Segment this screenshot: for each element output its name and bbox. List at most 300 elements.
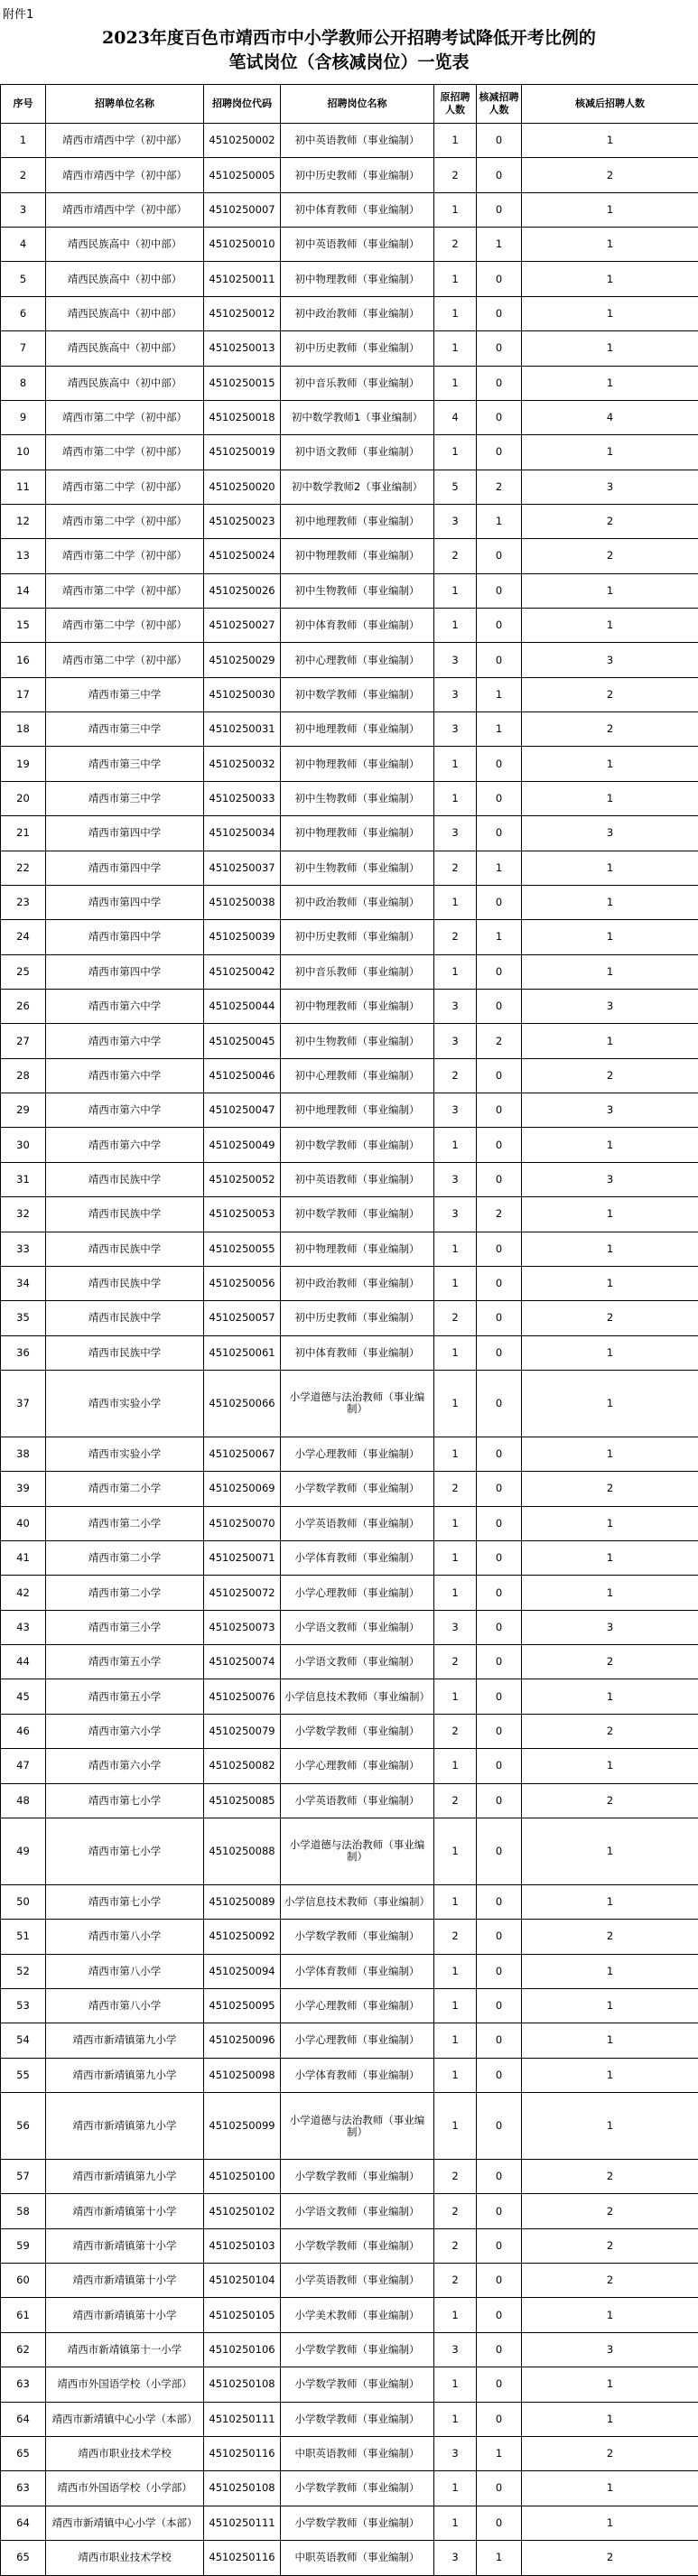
cell-serial-no: 29 [1,1093,46,1128]
cell-serial-no: 58 [1,2194,46,2228]
cell-reduced-count: 0 [477,1472,522,1506]
cell-post-code: 4510250029 [204,643,281,677]
cell-final-count: 1 [522,2402,698,2436]
cell-unit-name: 靖西市新靖镇中心小学（本部） [46,2506,204,2540]
table-row [1,1714,698,1748]
cell-final-count: 1 [522,2058,698,2092]
cell-original-count: 1 [434,1818,477,1884]
cell-post-code: 4510250057 [204,1301,281,1335]
cell-original-count: 1 [434,1884,477,1919]
cell-serial-no: 16 [1,643,46,677]
cell-original-count: 2 [434,1783,477,1818]
cell-post-code: 4510250099 [204,2093,281,2160]
table-row [1,1576,698,1610]
cell-final-count: 1 [522,1370,698,1437]
cell-unit-name: 靖西市民族中学 [46,1335,204,1370]
header-post-name: 招聘岗位名称 [281,85,434,124]
table-row [1,2402,698,2436]
cell-reduced-count: 0 [477,1818,522,1884]
cell-post-name: 小学体育教师（事业编制） [281,1541,434,1576]
cell-unit-name: 靖西市第二中学（初中部） [46,435,204,470]
cell-original-count: 1 [434,954,477,989]
cell-serial-no: 20 [1,781,46,815]
cell-unit-name: 靖西市第四中学 [46,954,204,989]
cell-serial-no: 57 [1,2160,46,2194]
cell-original-count: 1 [434,573,477,608]
cell-serial-no: 47 [1,1749,46,1783]
cell-original-count: 1 [434,2093,477,2160]
cell-post-name: 小学语文教师（事业编制） [281,2194,434,2228]
cell-final-count: 2 [522,158,698,192]
cell-unit-name: 靖西市第二小学 [46,1472,204,1506]
cell-post-name: 小学道德与法治教师（事业编制） [281,2093,434,2160]
cell-serial-no: 13 [1,539,46,573]
cell-post-name: 小学心理教师（事业编制） [281,1988,434,2023]
header-final-count: 核减后招聘人数 [522,85,698,124]
cell-unit-name: 靖西市第四中学 [46,920,204,954]
cell-original-count: 1 [434,1335,477,1370]
cell-post-name: 初中数学教师1（事业编制） [281,400,434,434]
cell-unit-name: 靖西市第二小学 [46,1541,204,1576]
table-row [1,1645,698,1679]
cell-reduced-count: 0 [477,1301,522,1335]
cell-final-count: 1 [522,1576,698,1610]
table-row [1,539,698,573]
cell-reduced-count: 0 [477,1954,522,1988]
table-row [1,609,698,643]
cell-post-code: 4510250079 [204,1714,281,1748]
cell-post-name: 小学数学教师（事业编制） [281,2228,434,2263]
cell-final-count: 2 [522,712,698,747]
cell-post-code: 4510250047 [204,1093,281,1128]
cell-unit-name: 靖西民族高中（初中部） [46,366,204,400]
cell-unit-name: 靖西市第四中学 [46,885,204,919]
table-row [1,954,698,989]
cell-serial-no: 59 [1,2228,46,2263]
table-row [1,1197,698,1232]
cell-reduced-count: 0 [477,954,522,989]
cell-serial-no: 49 [1,1818,46,1884]
cell-post-code: 4510250066 [204,1370,281,1437]
cell-unit-name: 靖西市新靖镇中心小学（本部） [46,2402,204,2436]
cell-final-count: 4 [522,400,698,434]
cell-serial-no: 35 [1,1301,46,1335]
cell-original-count: 1 [434,781,477,815]
cell-post-name: 初中数学教师2（事业编制） [281,470,434,504]
cell-reduced-count: 1 [477,712,522,747]
table-row [1,2264,698,2298]
cell-unit-name: 靖西市第七小学 [46,1884,204,1919]
cell-post-code: 4510250055 [204,1232,281,1266]
header-reduced-count: 核减招聘人数 [477,85,522,124]
cell-post-code: 4510250116 [204,2540,281,2575]
table-row [1,124,698,158]
cell-reduced-count: 0 [477,331,522,366]
cell-post-code: 4510250089 [204,1884,281,1919]
cell-original-count: 3 [434,2540,477,2575]
cell-post-name: 小学数学教师（事业编制） [281,1714,434,1748]
cell-reduced-count: 0 [477,816,522,851]
cell-post-name: 小学信息技术教师（事业编制） [281,1884,434,1919]
cell-post-code: 4510250108 [204,2471,281,2506]
cell-post-code: 4510250038 [204,885,281,919]
cell-unit-name: 靖西市新靖镇第九小学 [46,2093,204,2160]
table-row [1,2160,698,2194]
cell-final-count: 3 [522,1162,698,1196]
cell-reduced-count: 0 [477,885,522,919]
table-row [1,192,698,227]
cell-final-count: 1 [522,1679,698,1714]
cell-serial-no: 34 [1,1266,46,1300]
cell-final-count: 2 [522,1645,698,1679]
cell-unit-name: 靖西民族高中（初中部） [46,262,204,296]
cell-post-code: 4510250098 [204,2058,281,2092]
cell-post-name: 初中历史教师（事业编制） [281,331,434,366]
cell-reduced-count: 0 [477,2264,522,2298]
cell-post-code: 4510250052 [204,1162,281,1196]
cell-post-code: 4510250046 [204,1058,281,1093]
cell-post-code: 4510250039 [204,920,281,954]
cell-original-count: 1 [434,262,477,296]
cell-post-name: 中职英语教师（事业编制） [281,2540,434,2575]
cell-reduced-count: 0 [477,1335,522,1370]
cell-post-code: 4510250045 [204,1024,281,1058]
cell-post-name: 小学语文教师（事业编制） [281,1610,434,1644]
cell-post-name: 中职英语教师（事业编制） [281,2436,434,2470]
cell-post-code: 4510250053 [204,1197,281,1232]
cell-final-count: 1 [522,1506,698,1540]
cell-post-name: 初中体育教师（事业编制） [281,609,434,643]
cell-reduced-count: 0 [477,366,522,400]
cell-unit-name: 靖西市第二中学（初中部） [46,400,204,434]
cell-reduced-count: 0 [477,539,522,573]
cell-original-count: 1 [434,609,477,643]
cell-original-count: 2 [434,2228,477,2263]
cell-final-count: 2 [522,677,698,711]
cell-post-name: 小学语文教师（事业编制） [281,1645,434,1679]
cell-unit-name: 靖西市第五小学 [46,1645,204,1679]
cell-post-name: 小学数学教师（事业编制） [281,2332,434,2367]
cell-serial-no: 63 [1,2471,46,2506]
cell-unit-name: 靖西民族高中（初中部） [46,296,204,330]
cell-serial-no: 26 [1,989,46,1023]
cell-final-count: 1 [522,1884,698,1919]
table-row [1,2228,698,2263]
cell-serial-no: 17 [1,677,46,711]
cell-final-count: 1 [522,192,698,227]
cell-unit-name: 靖西市第三小学 [46,1610,204,1644]
cell-final-count: 1 [522,331,698,366]
cell-serial-no: 10 [1,435,46,470]
table-row [1,1818,698,1884]
table-row [1,296,698,330]
cell-post-name: 初中政治教师（事业编制） [281,1266,434,1300]
cell-reduced-count: 1 [477,228,522,262]
cell-original-count: 3 [434,677,477,711]
title-line-2: 笔试岗位（含核减岗位）一览表 [228,52,470,72]
cell-reduced-count: 0 [477,2093,522,2160]
cell-post-name: 初中生物教师（事业编制） [281,781,434,815]
cell-unit-name: 靖西市第二中学（初中部） [46,609,204,643]
cell-serial-no: 3 [1,192,46,227]
cell-serial-no: 8 [1,366,46,400]
cell-final-count: 1 [522,2093,698,2160]
cell-serial-no: 24 [1,920,46,954]
cell-final-count: 1 [522,747,698,781]
cell-final-count: 1 [522,366,698,400]
cell-original-count: 1 [434,296,477,330]
cell-serial-no: 2 [1,158,46,192]
cell-post-name: 小学英语教师（事业编制） [281,2264,434,2298]
table-row [1,1232,698,1266]
cell-original-count: 3 [434,1610,477,1644]
cell-serial-no: 43 [1,1610,46,1644]
table-row [1,1093,698,1128]
table-row [1,1266,698,1300]
cell-original-count: 1 [434,1370,477,1437]
cell-unit-name: 靖西市靖西中学（初中部） [46,124,204,158]
table-row [1,2093,698,2160]
cell-post-name: 小学信息技术教师（事业编制） [281,1679,434,1714]
cell-post-name: 小学体育教师（事业编制） [281,1954,434,1988]
cell-reduced-count: 0 [477,1437,522,1471]
table-row [1,2540,698,2575]
table-row [1,573,698,608]
cell-original-count: 2 [434,2194,477,2228]
cell-unit-name: 靖西市新靖镇第十一小学 [46,2332,204,2367]
cell-reduced-count: 0 [477,296,522,330]
table-row [1,1920,698,1954]
cell-final-count: 1 [522,1335,698,1370]
cell-final-count: 3 [522,2332,698,2367]
cell-reduced-count: 0 [477,1714,522,1748]
cell-original-count: 1 [434,435,477,470]
cell-final-count: 2 [522,504,698,538]
cell-post-code: 4510250095 [204,1988,281,2023]
table-row [1,1437,698,1471]
cell-post-code: 4510250020 [204,470,281,504]
cell-final-count: 3 [522,816,698,851]
cell-final-count: 1 [522,609,698,643]
cell-original-count: 2 [434,1301,477,1335]
cell-post-name: 初中英语教师（事业编制） [281,1162,434,1196]
header-original-count: 原招聘人数 [434,85,477,124]
cell-final-count: 2 [522,1714,698,1748]
cell-original-count: 1 [434,2058,477,2092]
cell-serial-no: 48 [1,1783,46,1818]
cell-post-name: 初中物理教师（事业编制） [281,262,434,296]
cell-reduced-count: 0 [477,1783,522,1818]
cell-post-name: 初中地理教师（事业编制） [281,712,434,747]
cell-post-code: 4510250073 [204,1610,281,1644]
cell-reduced-count: 0 [477,1920,522,1954]
cell-unit-name: 靖西市第二中学（初中部） [46,573,204,608]
cell-serial-no: 56 [1,2093,46,2160]
cell-post-name: 初中数学教师（事业编制） [281,1197,434,1232]
cell-reduced-count: 0 [477,1988,522,2023]
cell-post-name: 初中物理教师（事业编制） [281,989,434,1023]
cell-unit-name: 靖西市第三中学 [46,677,204,711]
cell-final-count: 1 [522,954,698,989]
cell-reduced-count: 0 [477,2367,522,2402]
cell-unit-name: 靖西市民族中学 [46,1266,204,1300]
cell-unit-name: 靖西市新靖镇第九小学 [46,2160,204,2194]
cell-reduced-count: 0 [477,2023,522,2058]
cell-final-count: 2 [522,1472,698,1506]
cell-reduced-count: 0 [477,1506,522,1540]
cell-post-code: 4510250018 [204,400,281,434]
cell-serial-no: 52 [1,1954,46,1988]
cell-post-name: 小学数学教师（事业编制） [281,2471,434,2506]
cell-original-count: 3 [434,989,477,1023]
cell-post-code: 4510250042 [204,954,281,989]
cell-reduced-count: 0 [477,124,522,158]
table-row [1,228,698,262]
cell-post-code: 4510250031 [204,712,281,747]
cell-reduced-count: 1 [477,677,522,711]
cell-unit-name: 靖西市第四中学 [46,816,204,851]
table-row [1,1472,698,1506]
cell-unit-name: 靖西市民族中学 [46,1197,204,1232]
cell-unit-name: 靖西市第六小学 [46,1714,204,1748]
cell-post-name: 小学心理教师（事业编制） [281,1437,434,1471]
cell-final-count: 2 [522,1783,698,1818]
cell-final-count: 1 [522,1988,698,2023]
cell-unit-name: 靖西市第二中学（初中部） [46,504,204,538]
table-row [1,2058,698,2092]
cell-post-code: 4510250094 [204,1954,281,1988]
table-row [1,1335,698,1370]
cell-original-count: 1 [434,2298,477,2332]
cell-unit-name: 靖西市第六中学 [46,1058,204,1093]
cell-post-name: 初中音乐教师（事业编制） [281,366,434,400]
table-row [1,1884,698,1919]
cell-serial-no: 62 [1,2332,46,2367]
cell-post-code: 4510250010 [204,228,281,262]
cell-post-code: 4510250070 [204,1506,281,1540]
cell-reduced-count: 0 [477,1162,522,1196]
cell-post-name: 初中生物教师（事业编制） [281,1024,434,1058]
cell-original-count: 4 [434,400,477,434]
cell-unit-name: 靖西市第三中学 [46,712,204,747]
table-row [1,2471,698,2506]
cell-post-name: 初中生物教师（事业编制） [281,573,434,608]
cell-reduced-count: 0 [477,1058,522,1093]
cell-serial-no: 38 [1,1437,46,1471]
cell-serial-no: 30 [1,1128,46,1162]
cell-original-count: 2 [434,1920,477,1954]
cell-serial-no: 15 [1,609,46,643]
cell-serial-no: 18 [1,712,46,747]
cell-serial-no: 37 [1,1370,46,1437]
cell-final-count: 2 [522,2228,698,2263]
cell-post-name: 初中数学教师（事业编制） [281,1128,434,1162]
cell-serial-no: 55 [1,2058,46,2092]
cell-final-count: 1 [522,1818,698,1884]
table-row [1,816,698,851]
cell-final-count: 3 [522,989,698,1023]
cell-reduced-count: 2 [477,1024,522,1058]
cell-post-code: 4510250005 [204,158,281,192]
cell-post-name: 初中地理教师（事业编制） [281,1093,434,1128]
cell-post-name: 小学美术教师（事业编制） [281,2298,434,2332]
cell-post-code: 4510250103 [204,2228,281,2263]
cell-original-count: 3 [434,504,477,538]
cell-serial-no: 31 [1,1162,46,1196]
cell-unit-name: 靖西市第七小学 [46,1818,204,1884]
cell-serial-no: 23 [1,885,46,919]
cell-final-count: 1 [522,885,698,919]
cell-original-count: 2 [434,2264,477,2298]
cell-reduced-count: 0 [477,158,522,192]
cell-reduced-count: 0 [477,1370,522,1437]
cell-final-count: 3 [522,1093,698,1128]
table-row [1,1506,698,1540]
cell-reduced-count: 0 [477,1749,522,1783]
cell-post-name: 初中政治教师（事业编制） [281,885,434,919]
cell-final-count: 2 [522,1058,698,1093]
cell-original-count: 2 [434,1472,477,1506]
cell-post-code: 4510250074 [204,1645,281,1679]
table-row [1,1541,698,1576]
cell-serial-no: 51 [1,1920,46,1954]
cell-post-name: 初中地理教师（事业编制） [281,504,434,538]
cell-original-count: 1 [434,2402,477,2436]
cell-original-count: 1 [434,2506,477,2540]
cell-original-count: 3 [434,1093,477,1128]
cell-post-name: 初中音乐教师（事业编制） [281,954,434,989]
cell-original-count: 2 [434,158,477,192]
cell-serial-no: 44 [1,1645,46,1679]
cell-post-code: 4510250105 [204,2298,281,2332]
cell-original-count: 1 [434,1437,477,1471]
cell-post-code: 4510250024 [204,539,281,573]
cell-post-code: 4510250002 [204,124,281,158]
cell-serial-no: 65 [1,2540,46,2575]
cell-serial-no: 39 [1,1472,46,1506]
table-row [1,1162,698,1196]
cell-original-count: 5 [434,470,477,504]
cell-reduced-count: 0 [477,400,522,434]
cell-unit-name: 靖西市民族中学 [46,1301,204,1335]
header-post-code: 招聘岗位代码 [204,85,281,124]
cell-post-code: 4510250034 [204,816,281,851]
cell-post-code: 4510250030 [204,677,281,711]
cell-unit-name: 靖西市第二中学（初中部） [46,643,204,677]
cell-final-count: 1 [522,228,698,262]
cell-reduced-count: 0 [477,747,522,781]
cell-post-name: 小学数学教师（事业编制） [281,1920,434,1954]
cell-post-name: 小学心理教师（事业编制） [281,1576,434,1610]
cell-original-count: 1 [434,1954,477,1988]
cell-unit-name: 靖西民族高中（初中部） [46,331,204,366]
table-row [1,1749,698,1783]
table-row [1,158,698,192]
cell-post-code: 4510250111 [204,2506,281,2540]
cell-original-count: 2 [434,539,477,573]
title-line-1: 2023年度百色市靖西市中小学教师公开招聘考试降低开考比例的 [102,28,596,48]
cell-unit-name: 靖西市新靖镇第十小学 [46,2264,204,2298]
cell-reduced-count: 0 [477,2332,522,2367]
attachment-label: 附件1 [3,8,34,22]
cell-final-count: 1 [522,2471,698,2506]
table-row [1,2298,698,2332]
cell-post-code: 4510250026 [204,573,281,608]
cell-unit-name: 靖西市新靖镇第九小学 [46,2023,204,2058]
cell-post-name: 小学数学教师（事业编制） [281,2402,434,2436]
cell-post-name: 初中生物教师（事业编制） [281,851,434,885]
cell-post-code: 4510250027 [204,609,281,643]
